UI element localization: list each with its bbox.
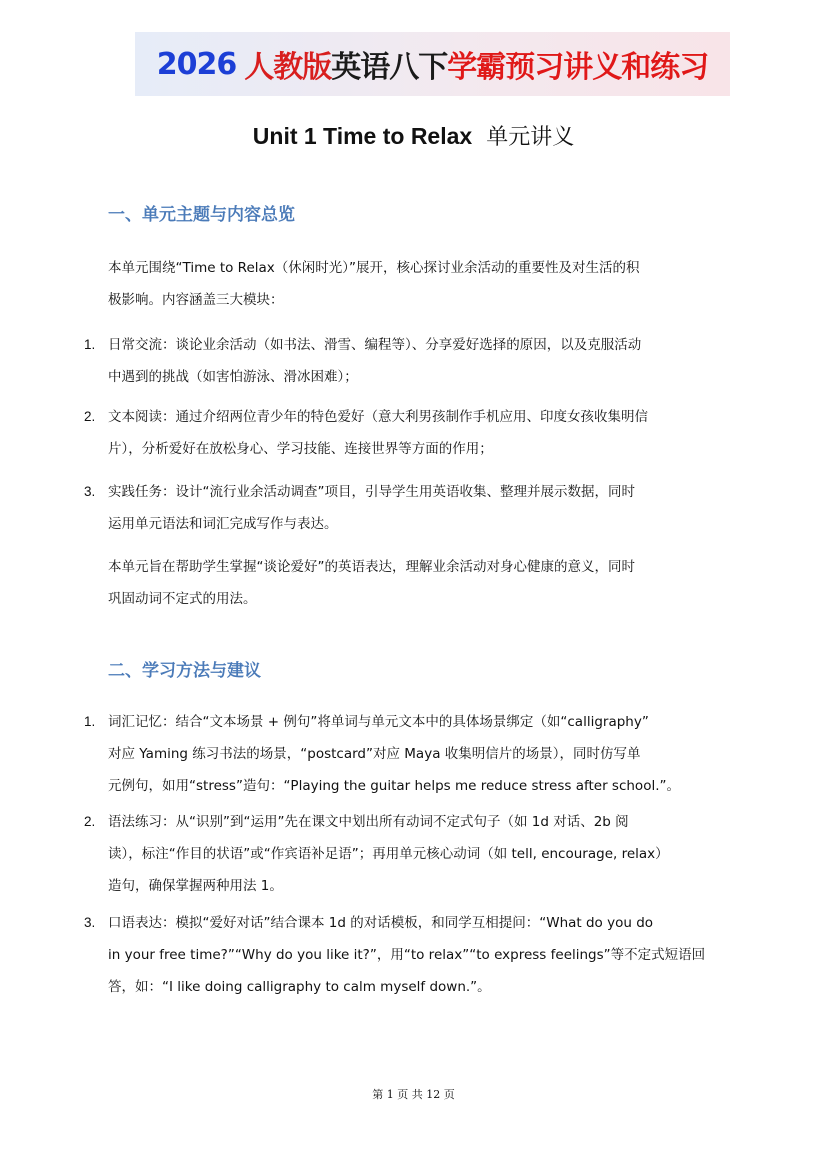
- list-item: [108, 706, 716, 802]
- banner-year: 2026: [156, 46, 237, 82]
- list-number: 2.: [84, 409, 96, 424]
- text-line: 实践任务：设计“流行业余活动调查”项目，引导学生用英语收集、整理并展示数据，同时: [108, 484, 635, 500]
- list-number: 2.: [84, 814, 96, 829]
- text-line: 日常交流：谈论业余活动（如书法、滑雪、编程等）、分享爱好选择的原因，以及克服活动: [108, 337, 642, 353]
- text-line: 文本阅读：通过介绍两位青少年的特色爱好（意大利男孩制作手机应用、印度女孩收集明信: [108, 409, 648, 425]
- section-heading: 一、单元主题与内容总览: [108, 205, 295, 225]
- banner-edition: 人教版: [244, 50, 332, 85]
- text-line: 词汇记忆：结合“文本场景 + 例句”将单词与单元文本中的具体场景绑定（如“calligraphy”: [108, 714, 649, 730]
- page-footer: 第 1 页 共 12 页: [372, 1088, 455, 1101]
- text-line: 口语表达：模拟“爱好对话”结合课本 1d 的对话模板，和同学互相提问：“What do you do: [108, 915, 654, 931]
- list-number: 1.: [84, 714, 96, 729]
- banner: [135, 32, 730, 96]
- text-line: 本单元围绕“Time to Relax（休闲时光）”展开，核心探讨业余活动的重要性及对生活的积: [108, 260, 640, 276]
- banner-topic: 学霸预习讲义和练习: [447, 50, 709, 85]
- title-chinese: 单元讲义: [486, 125, 575, 150]
- list-item: [108, 329, 716, 393]
- text-line: 运用单元语法和词汇完成写作与表达。: [108, 516, 338, 532]
- section1-summary: [108, 551, 716, 615]
- text-line: 答，如：“I like doing calligraphy to calm myself down.”。: [108, 979, 491, 995]
- section-heading: 二、学习方法与建议: [108, 661, 261, 681]
- list-item: [108, 907, 716, 1003]
- text-line: 极影响。内容涵盖三大模块：: [108, 292, 284, 308]
- list-number: 1.: [84, 337, 96, 352]
- list-number: 3.: [84, 915, 96, 930]
- text-line: 巩固动词不定式的用法。: [108, 591, 257, 607]
- list-number: 3.: [84, 484, 96, 499]
- text-line: 语法练习：从“识别”到“运用”先在课文中划出所有动词不定式句子（如 1d 对话、2b 阅: [108, 814, 629, 830]
- text-line: 造句，确保掌握两种用法 1。: [108, 878, 283, 894]
- text-line: 元例句，如用“stress”造句：“Playing the guitar helps me reduce stress after school.”。: [108, 778, 680, 794]
- list-item: [108, 401, 716, 465]
- title-english: Unit 1 Time to Relax: [252, 123, 473, 149]
- text-line: 对应 Yaming 练习书法的场景，“postcard”对应 Maya 收集明信片的场景），同时仿写单: [108, 746, 641, 762]
- text-line: 本单元旨在帮助学生掌握“谈论爱好”的英语表达，理解业余活动对身心健康的意义，同时: [108, 559, 635, 575]
- section1-intro: [108, 252, 716, 316]
- text-line: 读），标注“作目的状语”或“作宾语补足语”；再用单元核心动词（如 tell, encourage, relax）: [108, 846, 669, 862]
- page-title: [0, 120, 827, 151]
- text-line: 片），分析爱好在放松身心、学习技能、连接世界等方面的作用；: [108, 441, 493, 457]
- text-line: 中遇到的挑战（如害怕游泳、滑冰困难）；: [108, 369, 358, 385]
- banner-subject: 英语八下: [331, 50, 448, 85]
- list-item: [108, 476, 716, 540]
- list-item: [108, 806, 716, 902]
- text-line: in your free time?”“Why do you like it?”，用“to relax”“to express feelings”等不定式短语回: [108, 947, 706, 963]
